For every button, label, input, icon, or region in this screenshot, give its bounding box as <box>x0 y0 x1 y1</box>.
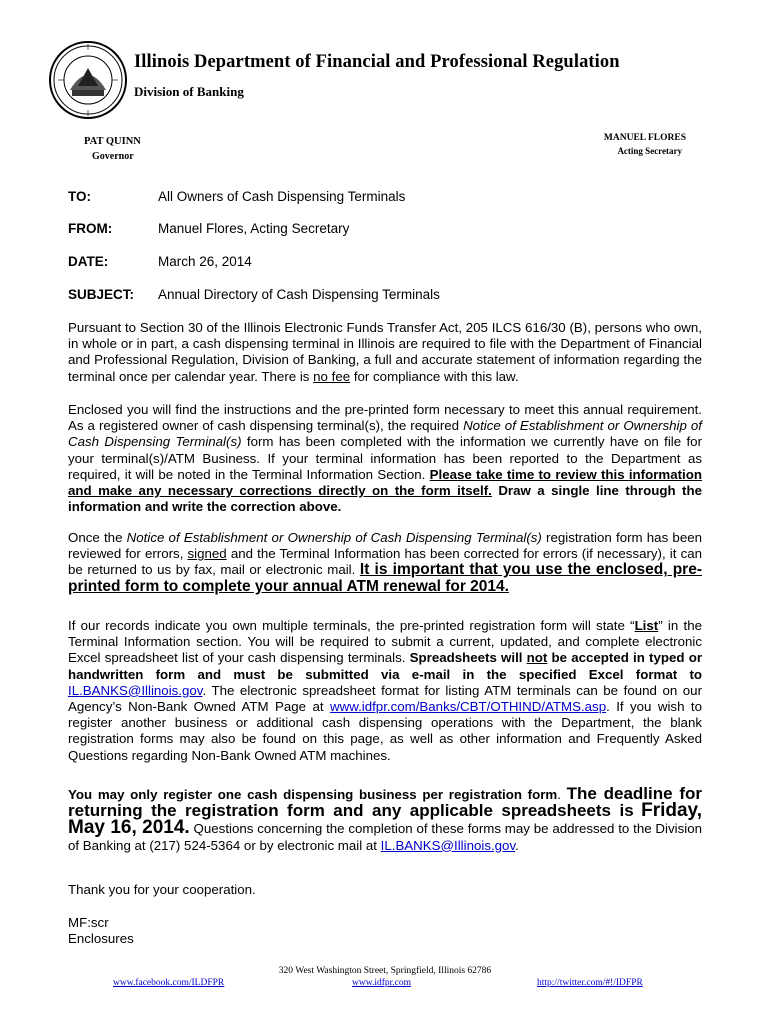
form-title: Notice of Establishment or Ownership of Cash Dispensing Terminal(s) <box>68 418 702 450</box>
to-value: All Owners of Cash Dispensing Terminals <box>158 189 406 204</box>
email-link-2[interactable]: IL.BANKS@Illinois.gov <box>380 837 516 853</box>
review-instruction: Please take time to review this information and make any necessary corrections directly on the form itself. <box>68 466 702 499</box>
paragraph-4: If our records indicate you own multiple terminals, the pre-printed registration form will state “List” in the Terminal Information section. You will be required to submit a current, updated, and complete electronic Excel spreadsheet list of your cash dispensing terminals. Spreadsheets will not be accepted in typed or handwritten form and must be submitted via e-mail in the specified Excel format to IL.BANKS@Illinois.gov. The electronic spreadsheet format for listing ATM terminals can be found on our Agency’s Non-Bank Owned ATM Page at www.idfpr.com/Banks/CBT/OTHIND/ATMS.asp. If you wish to register another business or additional cash dispensing operations with the Department, the blank registration forms may also be found on this page, as well as other information and Frequently Asked Questions regarding Non-Bank Owned ATM machines. <box>68 618 702 763</box>
atm-page-link[interactable]: www.idfpr.com/Banks/CBT/OTHIND/ATMS.asp <box>330 699 607 715</box>
thanks-text: Thank you for your cooperation. <box>68 882 256 897</box>
website-link[interactable]: www.idfpr.com <box>352 978 412 988</box>
no-fee-text: no fee <box>313 368 351 384</box>
date-label: DATE: <box>68 254 109 269</box>
paragraph-3: Once the Notice of Establishment or Ownership of Cash Dispensing Terminal(s) registration form has been reviewed for errors, signed and the Terminal Information has been corrected for errors (if necessary), it can be returned to us by fax, mail or electronic mail. It is important that you use the enclosed, pre-printed form to complete your annual ATM renewal for 2014. <box>68 530 703 595</box>
deadline-date: Friday, May 16, 2014. <box>68 800 702 839</box>
paragraph-5: You may only register one cash dispensing business per registration form. The deadline for returning the registration form and any applicable spreadsheets is Friday, May 16, 2014. Questions concerning the completion of these forms may be addressed to the Division of Banking at (217) 524-5364 or by electronic mail at IL.BANKS@Illinois.gov. <box>68 784 703 853</box>
important-notice: It is important that you use the enclosed, pre-printed form to complete your annual ATM renewal for 2014. <box>68 561 702 595</box>
paragraph-1: Pursuant to Section 30 of the Illinois Electronic Funds Transfer Act, 205 ILCS 616/30 (B), persons who own, in whole or in part, a cash dispensing terminal in Illinois are required to file with the Department of Financial and Professional Regulation, Division of Banking, a full and accurate statement of information regarding the terminal once per calendar year. There is no fee for compliance with this law. <box>68 320 702 384</box>
governor-title: Governor <box>92 151 134 162</box>
agency-name: Illinois Department of Financial and Professional Regulation <box>134 52 620 72</box>
paragraph-2: Enclosed you will find the instructions and the pre-printed form necessary to meet this annual requirement. As a registered owner of cash dispensing terminal(s), the required Notice of Establishment or Ownership of Cash Dispensing Terminal(s) form has been completed with the information we currently have on file for your terminal(s)/ATM Business. If your terminal information has been reported to the Department as required, it will be noted in the Terminal Information Section. Please take time to review this information and make any necessary corrections directly on the form itself. Draw a single line through the information and write the correction above. <box>68 402 702 515</box>
enclosures-text: Enclosures <box>68 931 134 946</box>
facebook-link[interactable]: www.facebook.com/ILDFPR <box>113 978 225 988</box>
email-link[interactable]: IL.BANKS@Illinois.gov <box>68 682 203 698</box>
from-label: FROM: <box>68 221 113 236</box>
subject-label: SUBJECT: <box>68 287 135 302</box>
from-value: Manuel Flores, Acting Secretary <box>158 221 350 236</box>
to-label: TO: <box>68 189 91 204</box>
governor-name: PAT QUINN <box>84 136 141 147</box>
state-seal-logo <box>48 40 128 120</box>
secretary-name: MANUEL FLORES <box>603 133 686 143</box>
twitter-link[interactable]: http://twitter.com/#!/IDFPR <box>537 978 643 988</box>
secretary-title: Acting Secretary <box>617 146 682 156</box>
initials-text: MF:scr <box>68 915 109 930</box>
deadline-text: The deadline for returning the registration form and any applicable spreadsheets is <box>68 784 703 821</box>
date-value: March 26, 2014 <box>158 254 252 269</box>
footer-address: 320 West Washington Street, Springfield, Illinois 62786 <box>278 966 492 976</box>
division-name: Division of Banking <box>134 84 244 99</box>
subject-value: Annual Directory of Cash Dispensing Terminals <box>158 287 440 302</box>
